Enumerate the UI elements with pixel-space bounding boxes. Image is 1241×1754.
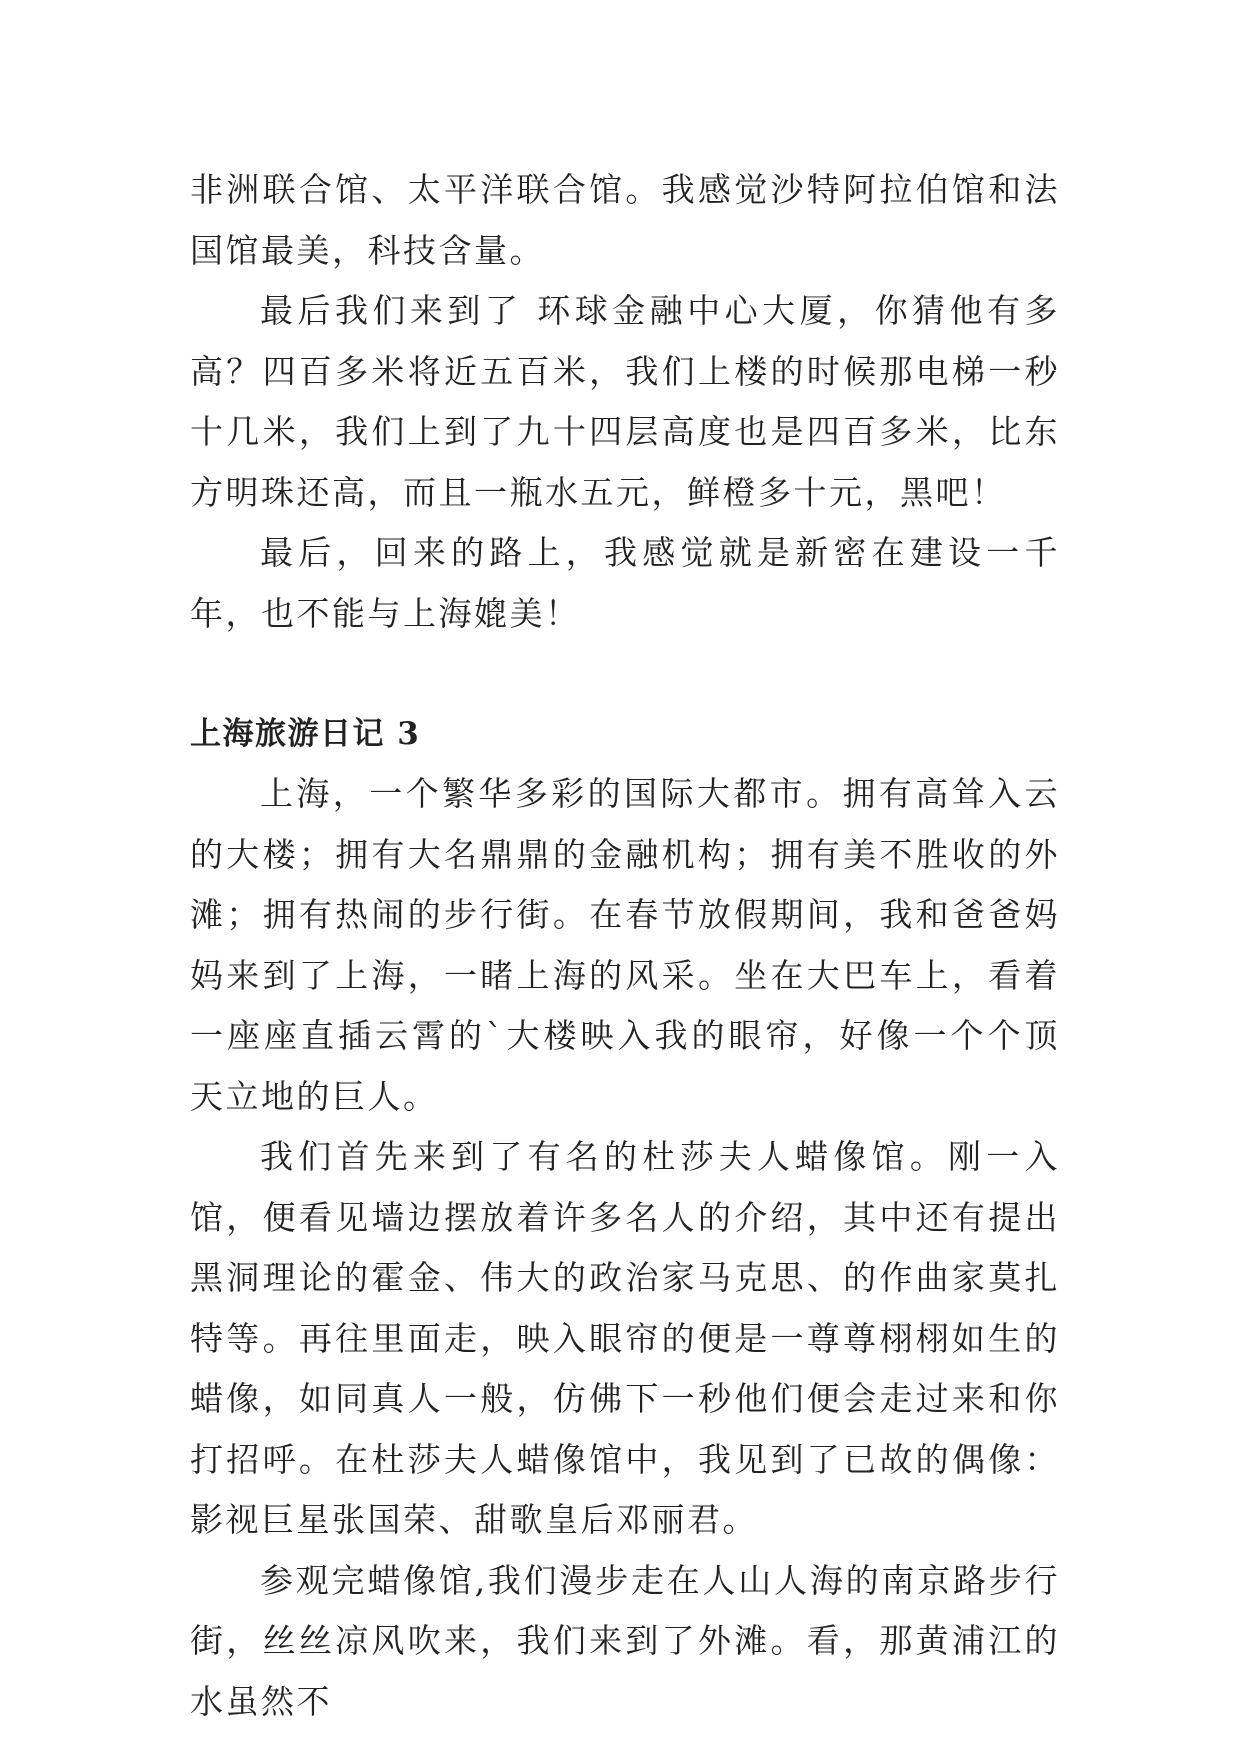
paragraph-financial-center: 最后我们来到了 环球金融中心大厦，你猜他有多高？四百多米将近五百米，我们上楼的时候那电梯一秒十几米，我们上到了九十四层高度也是四百多米，比东方明珠还高，而且一瓶水五元，鲜橙多十元，黑吧！ (190, 291, 1060, 512)
paragraph-return-trip: 最后，回来的路上，我感觉就是新密在建设一千年，也不能与上海媲美！ (190, 533, 1060, 633)
paragraph-nanjing-road: 参观完蜡像馆,我们漫步走在人山人海的南京路步行街，丝丝凉风吹来，我们来到了外滩。看，那黄浦江的水虽然不 (190, 1560, 1060, 1721)
section-heading: 上海旅游日记 3 (190, 716, 421, 752)
paragraph-wax-museum: 我们首先来到了有名的杜莎夫人蜡像馆。刚一入馆，便看见墙边摆放着许多名人的介绍，其中还有提出黑洞理论的霍金、伟大的政治家马克思、的作曲家莫扎特等。再往里面走，映入眼帘的便是一尊尊栩栩如生的蜡像，如同真人一般，仿佛下一秒他们便会走过来和你打招呼。在杜莎夫人蜡像馆中，我见到了已故的偶像：影视巨星张国荣、甜歌皇后邓丽君。 (190, 1137, 1060, 1539)
document-page (190, 160, 1060, 1732)
paragraph-shanghai-intro: 上海，一个繁华多彩的国际大都市。拥有高耸入云的大楼；拥有大名鼎鼎的金融机构；拥有美不胜收的外滩；拥有热闹的步行街。在春节放假期间，我和爸爸妈妈来到了上海，一睹上海的风采。坐在大巴车上，看着一座座直插云霄的`大楼映入我的眼帘，好像一个个顶天立地的巨人。 (190, 774, 1060, 1116)
paragraph-continuation: 非洲联合馆、太平洋联合馆。我感觉沙特阿拉伯馆和法国馆最美，科技含量。 (190, 170, 1060, 270)
